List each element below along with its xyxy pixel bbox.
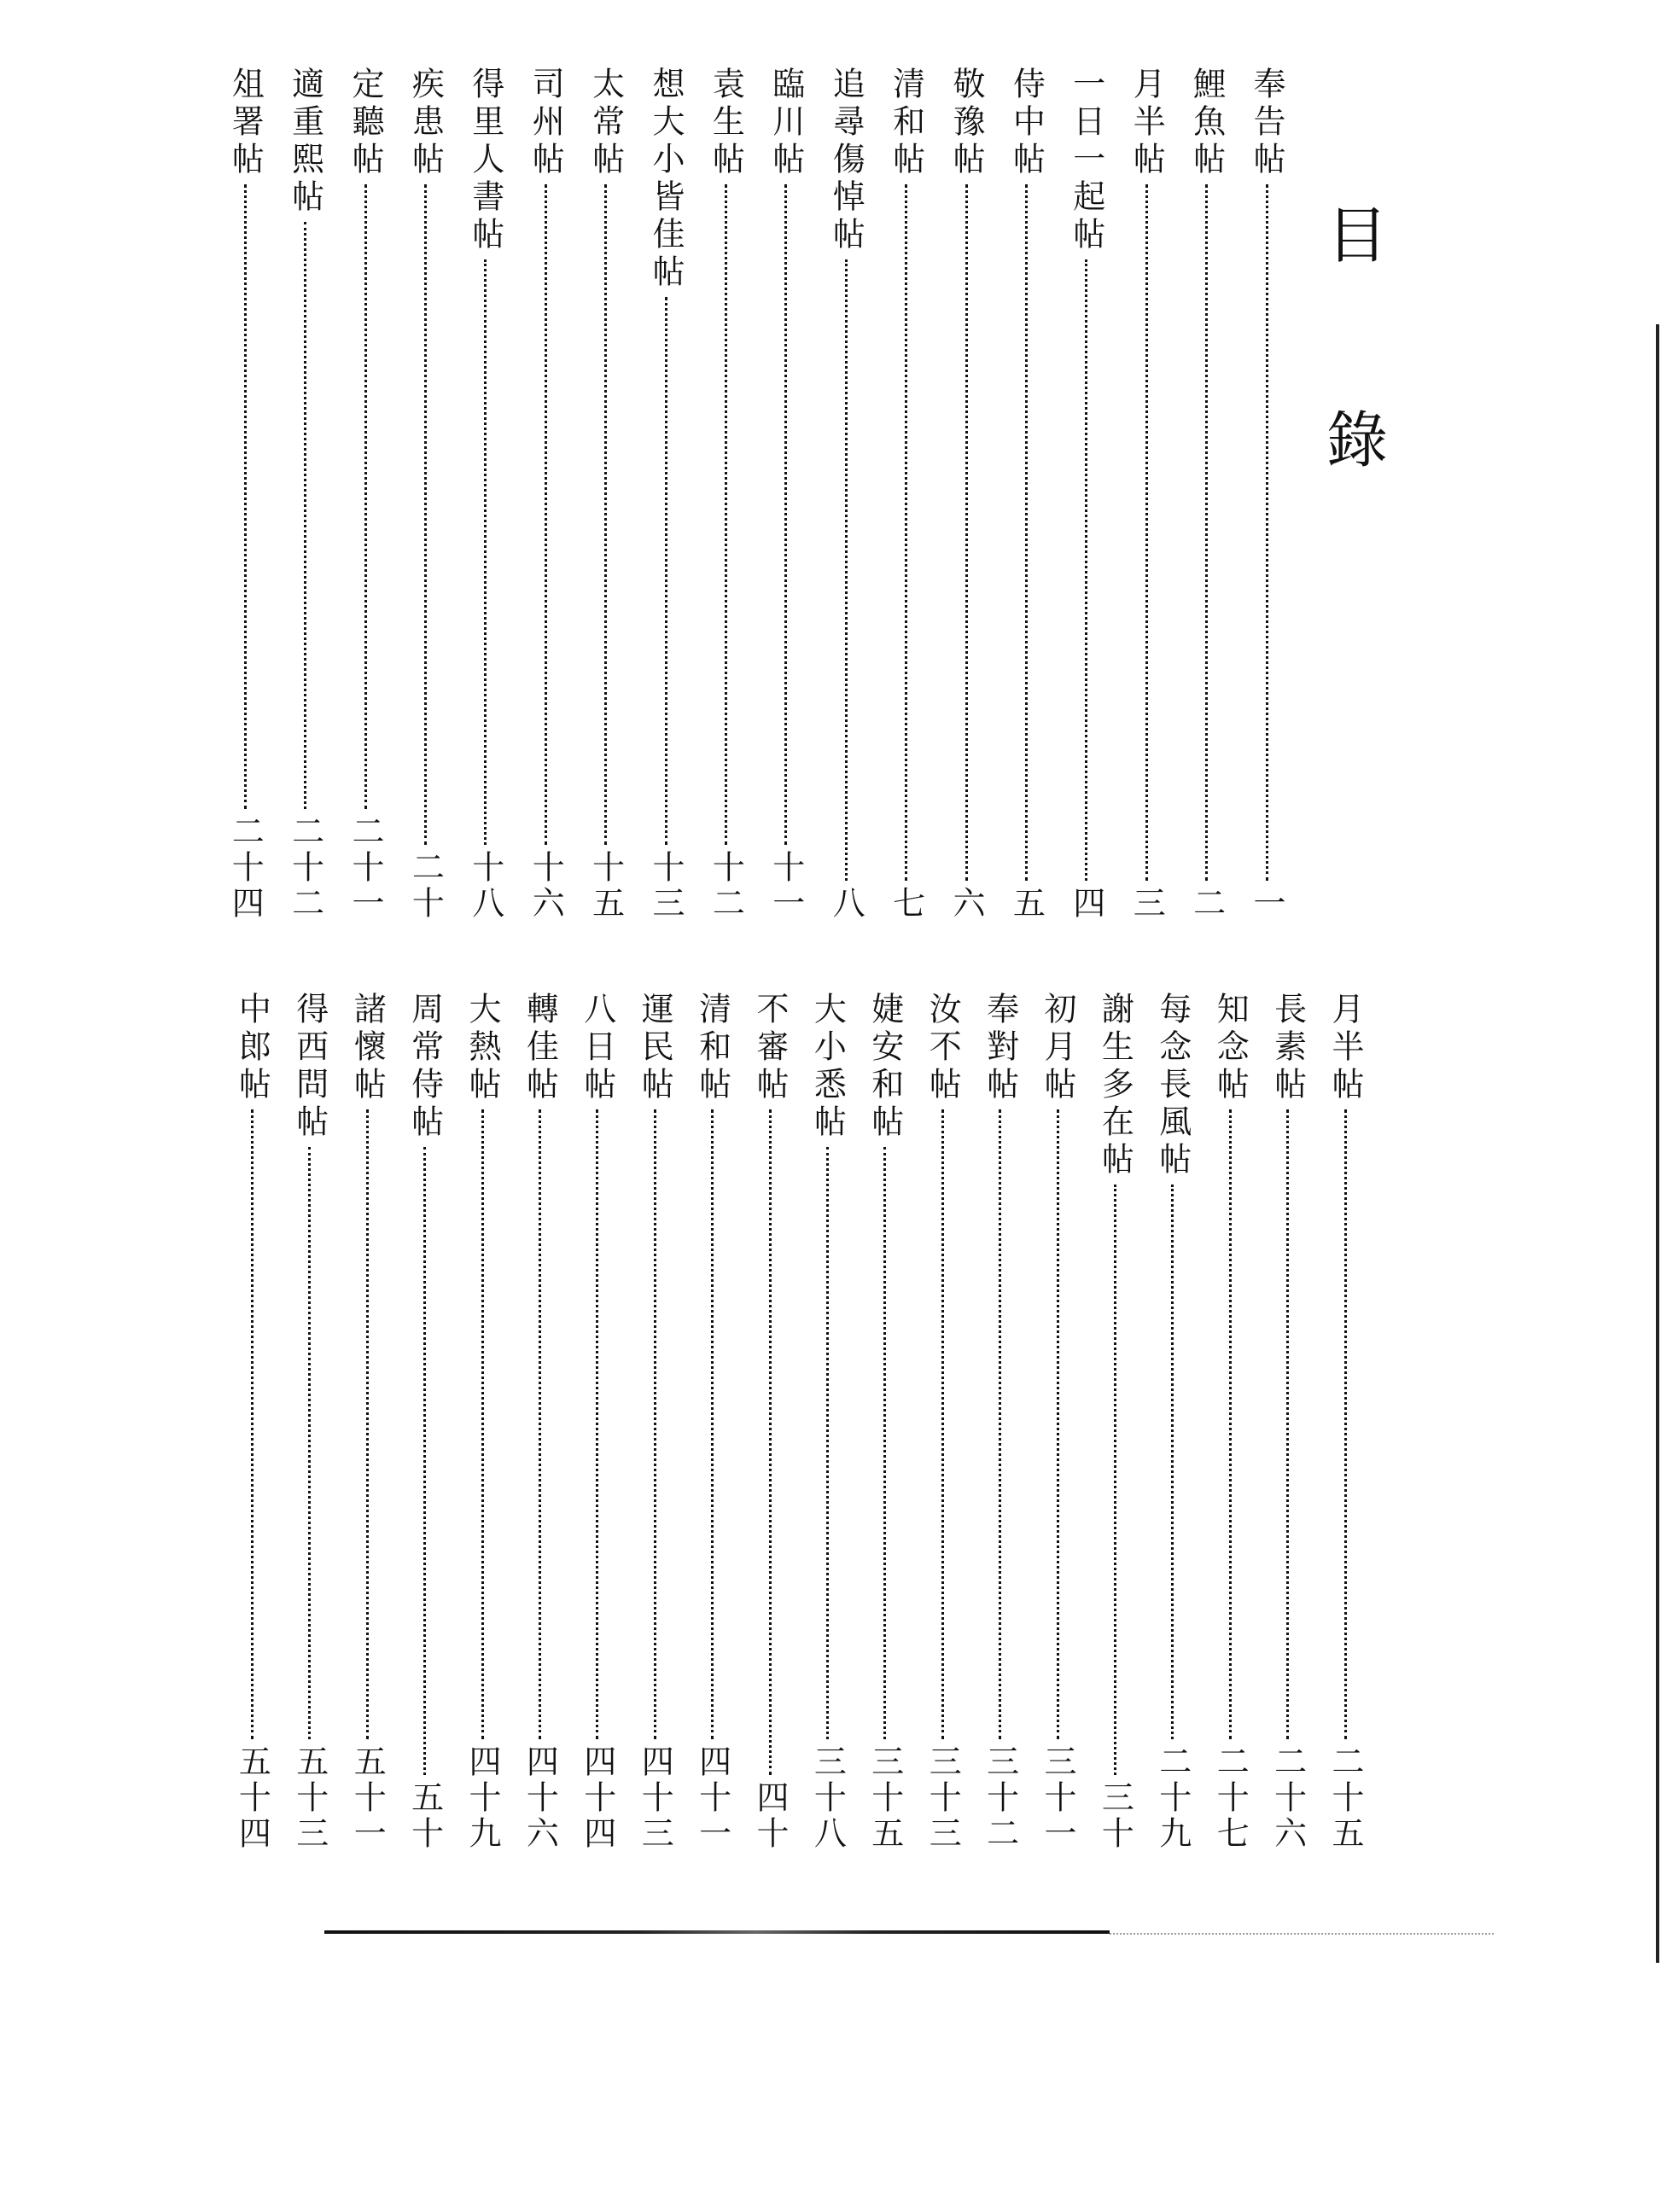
entry-page-number: 四十六 xyxy=(521,1744,559,1852)
bottom-rule xyxy=(324,1930,1110,1934)
page-edge-line xyxy=(1656,324,1659,1963)
toc-entry xyxy=(521,992,558,1852)
entry-page-number: 二十 xyxy=(406,850,445,922)
entry-title: 每念長風帖 xyxy=(1153,992,1192,1179)
entry-page-number: 五十 xyxy=(405,1780,444,1852)
entry-title: 一日一起帖 xyxy=(1067,67,1105,254)
toc-entry xyxy=(226,67,264,922)
entry-page-number: 四十九 xyxy=(463,1744,501,1852)
entry-page-number: 三 xyxy=(1128,886,1166,922)
dotted-leader xyxy=(424,184,427,845)
entry-page-number: 八 xyxy=(827,886,865,922)
entry-page-number: 四十一 xyxy=(693,1744,731,1852)
entry-page-number: 十三 xyxy=(647,850,685,922)
toc-entry xyxy=(1326,992,1364,1852)
toc-entry xyxy=(467,67,504,922)
entry-title: 周常侍帖 xyxy=(405,992,444,1142)
entry-title: 臨川帖 xyxy=(766,67,805,179)
entry-title: 知念帖 xyxy=(1211,992,1250,1104)
dotted-leader xyxy=(769,1109,772,1775)
entry-title: 運民帖 xyxy=(636,992,674,1104)
toc-entry xyxy=(233,992,271,1852)
entry-title: 初月帖 xyxy=(1039,992,1076,1104)
entry-page-number: 二十九 xyxy=(1153,1744,1192,1852)
toc-entry xyxy=(1269,992,1307,1852)
dotted-leader xyxy=(1085,259,1087,881)
entry-title: 中郎帖 xyxy=(233,992,271,1104)
entry-title: 奉告帖 xyxy=(1248,67,1285,179)
toc-entry xyxy=(406,992,444,1852)
dotted-leader xyxy=(1266,184,1268,881)
entry-title: 月半帖 xyxy=(1326,992,1364,1104)
entry-page-number: 二十四 xyxy=(226,814,265,922)
toc-entry xyxy=(767,67,805,922)
entry-title: 清和帖 xyxy=(693,992,731,1104)
dotted-leader xyxy=(364,184,367,809)
entry-title: 鯉魚帖 xyxy=(1187,67,1226,179)
entry-title: 奉對帖 xyxy=(981,992,1019,1104)
dotted-leader xyxy=(999,1109,1001,1739)
entry-page-number: 二十五 xyxy=(1326,1744,1364,1852)
entry-title: 大小悉帖 xyxy=(808,992,847,1142)
heading-mu: 目 xyxy=(1326,200,1388,271)
entry-title: 婕安和帖 xyxy=(865,992,904,1142)
toc-entry xyxy=(463,992,501,1852)
heading-lu: 錄 xyxy=(1326,405,1388,476)
dotted-leader xyxy=(784,184,787,845)
entry-page-number: 十六 xyxy=(527,850,565,922)
toc-entry xyxy=(347,67,384,922)
toc-entry xyxy=(1154,992,1192,1852)
dotted-leader xyxy=(1286,1109,1289,1739)
entry-page-number: 四 xyxy=(1067,886,1105,922)
dotted-leader xyxy=(604,184,607,845)
dotted-leader xyxy=(826,1147,829,1739)
entry-page-number: 三十五 xyxy=(865,1744,904,1852)
entry-page-number: 五十一 xyxy=(348,1744,387,1852)
toc-entry xyxy=(1007,67,1045,922)
dotted-leader xyxy=(665,297,667,845)
toc-entry xyxy=(1128,67,1165,922)
entry-page-number: 一 xyxy=(1248,886,1285,922)
toc-entry xyxy=(527,67,564,922)
entry-page-number: 二十七 xyxy=(1211,1744,1250,1852)
entry-page-number: 二十一 xyxy=(347,814,384,922)
entry-title: 俎署帖 xyxy=(226,67,265,179)
entry-title: 疾患帖 xyxy=(406,67,445,179)
entry-page-number: 五 xyxy=(1007,886,1046,922)
dotted-leader xyxy=(545,184,547,845)
dotted-leader xyxy=(1229,1109,1232,1739)
dotted-leader xyxy=(308,1147,311,1739)
dotted-leader xyxy=(965,184,968,881)
entry-title: 適重熙帖 xyxy=(286,67,324,217)
toc-entry xyxy=(982,992,1019,1852)
toc-entry xyxy=(1096,992,1134,1852)
toc-entry xyxy=(1248,67,1285,922)
toc-entry xyxy=(888,67,925,922)
entry-page-number: 五十四 xyxy=(233,1744,271,1852)
entry-title: 想大小皆佳帖 xyxy=(647,67,685,292)
entry-page-number: 六 xyxy=(947,886,985,922)
dotted-leader xyxy=(366,1109,369,1739)
entry-title: 汝不帖 xyxy=(924,992,962,1104)
entry-page-number: 七 xyxy=(887,886,925,922)
toc-entry xyxy=(1068,67,1105,922)
dotted-leader xyxy=(1057,1109,1059,1739)
toc-entry xyxy=(1188,67,1226,922)
entry-title: 袁生帖 xyxy=(707,67,745,179)
dotted-leader xyxy=(1145,184,1148,881)
dotted-leader xyxy=(304,222,306,809)
toc-entry xyxy=(579,992,616,1852)
entry-title: 敬豫帖 xyxy=(947,67,985,179)
dotted-leader xyxy=(423,1147,426,1775)
entry-page-number: 十一 xyxy=(766,850,805,922)
entry-page-number: 五十三 xyxy=(290,1744,329,1852)
entry-page-number: 十二 xyxy=(707,850,745,922)
dotted-leader xyxy=(1171,1185,1174,1739)
entry-title: 定聽帖 xyxy=(347,67,384,179)
dotted-leader xyxy=(725,184,727,845)
entry-title: 侍中帖 xyxy=(1007,67,1046,179)
entry-page-number: 三十三 xyxy=(924,1744,962,1852)
entry-page-number: 十五 xyxy=(586,850,625,922)
toc-entry xyxy=(291,992,329,1852)
dotted-leader xyxy=(244,184,247,809)
entry-page-number: 十八 xyxy=(466,850,504,922)
dotted-leader xyxy=(654,1109,656,1739)
entry-title: 月半帖 xyxy=(1128,67,1166,179)
toc-entry xyxy=(1039,992,1076,1852)
dotted-leader xyxy=(941,1109,944,1739)
entry-title: 轉佳帖 xyxy=(521,992,559,1104)
dotted-leader xyxy=(905,184,907,881)
entry-title: 八日帖 xyxy=(578,992,616,1104)
toc-entry xyxy=(647,67,685,922)
entry-page-number: 三十 xyxy=(1096,1780,1134,1852)
entry-title: 不審帖 xyxy=(751,992,789,1104)
toc-entry xyxy=(827,67,865,922)
dotted-leader xyxy=(1114,1185,1116,1775)
toc-entry xyxy=(707,67,744,922)
entry-page-number: 二十二 xyxy=(286,814,324,922)
entry-title: 長素帖 xyxy=(1268,992,1307,1104)
dotted-leader xyxy=(251,1109,254,1739)
toc-entry xyxy=(924,992,961,1852)
entry-page-number: 二 xyxy=(1187,886,1226,922)
entry-page-number: 四十四 xyxy=(578,1744,616,1852)
entry-title: 太常帖 xyxy=(586,67,625,179)
entry-title: 司州帖 xyxy=(527,67,565,179)
dotted-leader xyxy=(845,259,848,881)
entry-title: 得西問帖 xyxy=(290,992,329,1142)
toc-entry xyxy=(287,67,324,922)
toc-entry xyxy=(751,992,789,1852)
entry-page-number: 三十八 xyxy=(808,1744,847,1852)
dotted-leader xyxy=(596,1109,598,1739)
dotted-leader xyxy=(539,1109,541,1739)
dotted-leader xyxy=(484,259,487,845)
toc-entry xyxy=(694,992,731,1852)
entry-title: 謝生多在帖 xyxy=(1096,992,1134,1179)
toc-entry xyxy=(866,992,904,1852)
toc-entry xyxy=(348,992,386,1852)
entry-title: 追尋傷悼帖 xyxy=(827,67,865,254)
bottom-rule-faint xyxy=(1110,1933,1494,1935)
entry-page-number: 三十一 xyxy=(1039,1744,1076,1852)
toc-entry xyxy=(1211,992,1249,1852)
entry-title: 諸懷帖 xyxy=(348,992,387,1104)
entry-page-number: 三十二 xyxy=(981,1744,1019,1852)
entry-title: 得里人書帖 xyxy=(466,67,504,254)
toc-entry xyxy=(406,67,444,922)
toc-entry xyxy=(636,992,673,1852)
entry-page-number: 四十三 xyxy=(636,1744,674,1852)
entry-title: 清和帖 xyxy=(887,67,925,179)
dotted-leader xyxy=(711,1109,714,1739)
dotted-leader xyxy=(1344,1109,1347,1739)
toc-entry xyxy=(587,67,625,922)
toc-entry xyxy=(808,992,846,1852)
dotted-leader xyxy=(1205,184,1208,881)
dotted-leader xyxy=(1025,184,1028,881)
entry-page-number: 二十六 xyxy=(1268,1744,1307,1852)
toc-entry xyxy=(947,67,985,922)
entry-page-number: 四十 xyxy=(751,1780,789,1852)
dotted-leader xyxy=(883,1147,886,1739)
dotted-leader xyxy=(481,1109,484,1739)
entry-title: 大熱帖 xyxy=(463,992,501,1104)
